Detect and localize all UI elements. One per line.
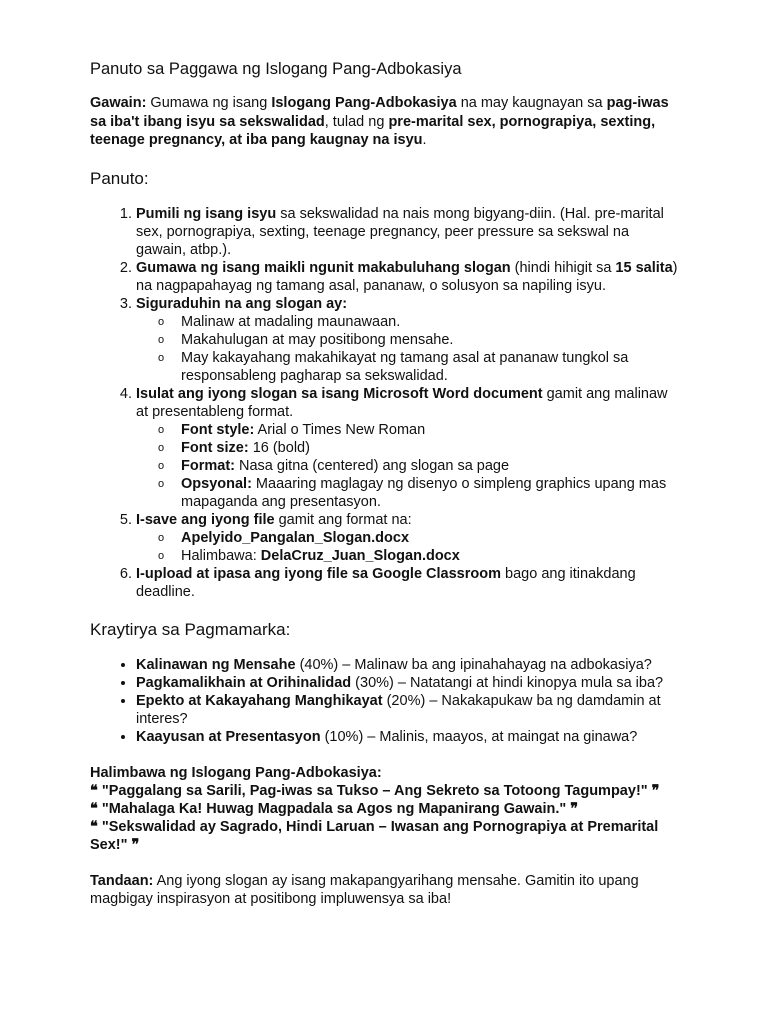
gawain-paragraph <box>90 94 680 150</box>
example-slogan: ❝ "Mahalaga Ka! Huwag Magpadala sa Agos ng Mapanirang Gawain." ❞ <box>90 800 579 817</box>
gawain-bold: Islogang Pang-Adbokasiya <box>271 95 457 111</box>
step-bold: I-upload at ipasa ang iyong file sa Google Classroom <box>136 565 501 582</box>
step-text: gamit ang format na: <box>274 511 412 528</box>
criteria-text: (40%) – Malinaw ba ang ipinahahayag na adbokasiya? <box>295 656 652 673</box>
gawain-text: , tulad ng <box>324 113 389 130</box>
criteria-text: (30%) – Natatangi at hindi kinopya mula sa iba? <box>351 674 664 691</box>
step-text: (hindi hihigit sa <box>510 259 616 276</box>
steps-list <box>90 205 680 601</box>
sub-item <box>158 457 680 475</box>
sub-item <box>158 421 680 439</box>
step-item <box>136 205 680 259</box>
document-title: Panuto sa Paggawa ng Islogang Pang-Adbokasiya <box>90 60 462 78</box>
criteria-item <box>136 692 680 728</box>
gawain-label: Gawain: <box>90 95 147 111</box>
criteria-bold: Epekto at Kakayahang Manghikayat <box>136 692 383 709</box>
gawain-text: na may kaugnayan sa <box>456 95 607 111</box>
sub-item: o Malinaw at madaling maunawaan. <box>158 313 680 331</box>
step-item <box>136 565 680 601</box>
gawain-text: . <box>422 132 427 148</box>
sub-item <box>158 547 680 565</box>
sub-item <box>158 439 680 457</box>
step-bold: 15 salita <box>615 259 673 276</box>
step-item <box>136 259 680 295</box>
step-bold: Pumili ng isang isyu <box>136 205 277 222</box>
sub-bold: Font style: <box>181 421 255 438</box>
tandaan-label: Tandaan: <box>90 872 154 889</box>
examples-heading: Halimbawa ng Islogang Pang-Adbokasiya: <box>90 764 382 781</box>
gawain-bold: pag-iwas sa iba't ibang isyu sa sekswalidad <box>90 95 669 130</box>
step-item <box>136 385 680 511</box>
sub-bold: Format: <box>181 457 235 474</box>
sub-bold: Font size: <box>181 439 249 456</box>
sub-list <box>136 529 680 565</box>
panuto-heading: Panuto: <box>90 168 149 188</box>
step-bold: Gumawa ng isang maikli ngunit makabuluhang slogan <box>136 259 511 276</box>
example-slogan: ❝ "Sekswalidad ay Sagrado, Hindi Laruan – Iwasan ang Pornograpiya at Premarital Sex!" ❞ <box>90 818 659 853</box>
sub-list <box>136 421 680 511</box>
sub-text: Maaaring maglagay ng disenyo o simpleng graphics upang mas mapaganda ang presentasyon. <box>181 475 667 510</box>
criteria-list <box>90 656 680 746</box>
step-bold: Siguraduhin na ang slogan ay: <box>136 295 348 312</box>
sub-item <box>158 475 680 511</box>
step-text: ) na nagpapahayag ng tamang asal, pananaw, o solusyon sa napiling isyu. <box>136 259 678 294</box>
sub-text: Halimbawa: <box>181 547 261 564</box>
criteria-bold: Pagkamalikhain at Orihinalidad <box>136 674 352 691</box>
sub-bold: Opsyonal: <box>181 475 252 492</box>
kraytirya-heading: Kraytirya sa Pagmamarka: <box>90 619 291 639</box>
sub-item: o Makahulugan at may positibong mensahe. <box>158 331 680 349</box>
tandaan-paragraph <box>90 872 680 909</box>
criteria-bold: Kaayusan at Presentasyon <box>136 728 321 745</box>
criteria-item <box>136 656 680 674</box>
gawain-text: Gumawa ng isang <box>146 95 272 111</box>
sub-text: Nasa gitna (centered) ang slogan sa page <box>234 457 510 474</box>
sub-text: Arial o Times New Roman <box>254 421 426 438</box>
step-item <box>136 511 680 565</box>
criteria-text: (20%) – Nakakapukaw ba ng damdamin at interes? <box>136 692 661 727</box>
criteria-bold: Kalinawan ng Mensahe <box>136 656 296 673</box>
step-text: bago ang itinakdang deadline. <box>136 565 636 600</box>
gawain-bold: pre-marital sex, pornograpiya, sexting, teenage pregnancy, at iba pang kaugnay na isyu <box>90 113 656 148</box>
criteria-item <box>136 728 680 746</box>
criteria-text: (10%) – Malinis, maayos, at maingat na ginawa? <box>320 728 638 745</box>
example-slogan: ❝ "Paggalang sa Sarili, Pag-iwas sa Tukso – Ang Sekreto sa Totoong Tagumpay!" ❞ <box>90 782 660 799</box>
examples-section <box>90 764 680 854</box>
sub-item: o May kakayahang makahikayat ng tamang asal at pananaw tungkol sa responsableng pagharap sa sekswalidad. <box>158 349 680 385</box>
sub-list <box>136 313 680 385</box>
step-bold: I-save ang iyong file <box>136 511 275 528</box>
sub-item <box>158 529 680 547</box>
sub-bold: DelaCruz_Juan_Slogan.docx <box>260 547 460 564</box>
sub-text: 16 (bold) <box>248 439 310 456</box>
criteria-item <box>136 674 680 692</box>
step-text: sa sekswalidad na nais mong bigyang-diin. (Hal. pre-marital sex, pornograpiya, sexting, teenage pregnancy, peer pressure sa sekswal na gawain, atbp.). <box>136 205 664 258</box>
step-item <box>136 295 680 385</box>
tandaan-text: Ang iyong slogan ay isang makapangyarihang mensahe. Gamitin ito upang magbigay inspirasyon at positibong impluwensya sa iba! <box>90 872 639 907</box>
sub-bold: Apelyido_Pangalan_Slogan.docx <box>181 529 410 546</box>
step-bold: Isulat ang iyong slogan sa isang Microsoft Word document <box>136 385 543 402</box>
step-text: gamit ang malinaw at presentableng format. <box>136 385 668 420</box>
